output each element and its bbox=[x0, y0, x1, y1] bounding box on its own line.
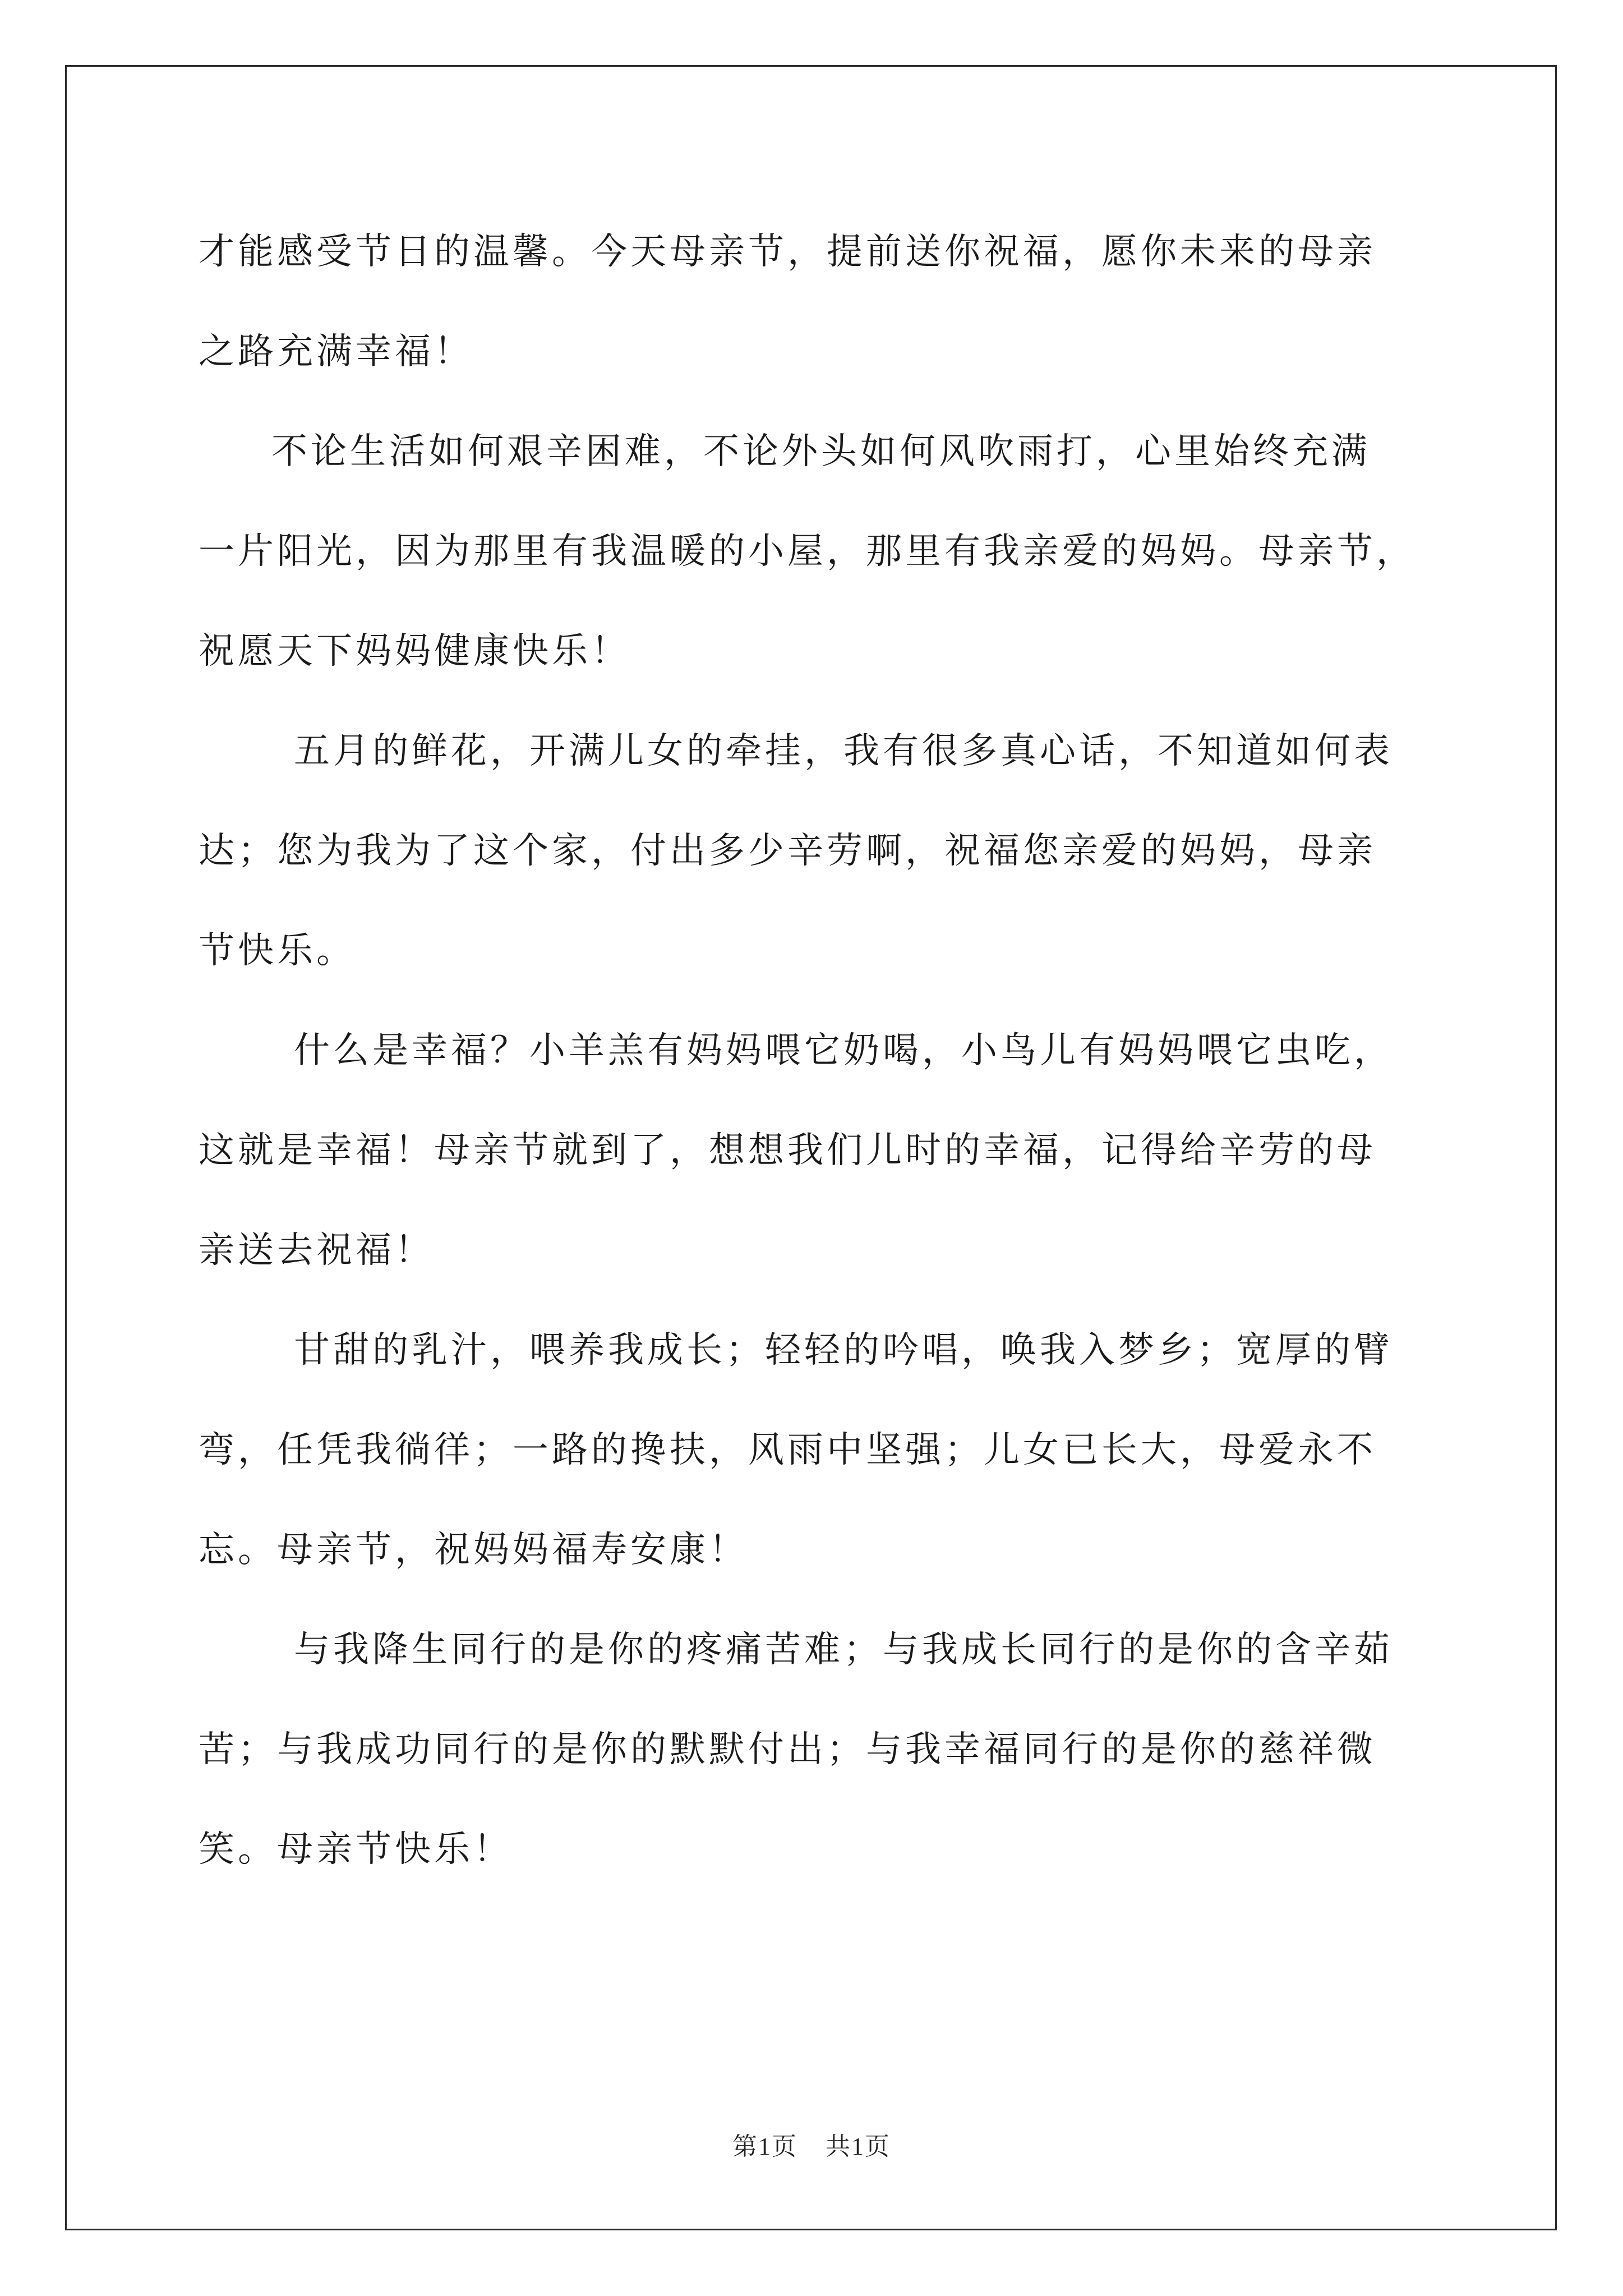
paragraph-start-line: 与我降生同行的是你的疼痛苦难；与我成长同行的是你的含辛茹 bbox=[294, 1629, 1393, 1671]
text-line: 达；您为我为了这个家，付出多少辛劳啊，祝福您亲爱的妈妈，母亲 bbox=[199, 830, 1376, 872]
text-line: 苦；与我成功同行的是你的默默付出；与我幸福同行的是你的慈祥微 bbox=[199, 1729, 1376, 1770]
text-line: 这就是幸福！母亲节就到了，想想我们儿时的幸福，记得给辛劳的母 bbox=[199, 1130, 1376, 1171]
page-footer bbox=[0, 2126, 1623, 2162]
text-line: 笑。母亲节快乐！ bbox=[199, 1829, 513, 1870]
document-body bbox=[199, 210, 1430, 1907]
page-total: 共1页 bbox=[826, 2133, 891, 2160]
paragraph-start-line: 不论生活如何艰辛困难，不论外头如何风吹雨打，心里始终充满 bbox=[271, 431, 1371, 472]
text-line: 一片阳光，因为那里有我温暖的小屋，那里有我亲爱的妈妈。母亲节， bbox=[199, 531, 1415, 572]
paragraph-start-line: 五月的鲜花，开满儿女的牵挂，我有很多真心话，不知道如何表 bbox=[294, 730, 1393, 772]
paragraph-start-line: 什么是幸福？小羊羔有妈妈喂它奶喝，小鸟儿有妈妈喂它虫吃， bbox=[294, 1030, 1393, 1071]
text-line: 亲送去祝福！ bbox=[199, 1230, 434, 1271]
text-line: 才能感受节日的温馨。今天母亲节，提前送你祝福，愿你未来的母亲 bbox=[199, 231, 1376, 273]
paragraph-start-line: 甘甜的乳汁，喂养我成长；轻轻的吟唱，唤我入梦乡；宽厚的臂 bbox=[294, 1329, 1393, 1371]
text-line: 祝愿天下妈妈健康快乐！ bbox=[199, 631, 630, 672]
text-line: 之路充满幸福！ bbox=[199, 331, 473, 372]
text-line: 忘。母亲节，祝妈妈福寿安康！ bbox=[199, 1529, 748, 1571]
page-number: 第1页 bbox=[732, 2133, 797, 2160]
text-line: 节快乐。 bbox=[199, 930, 356, 972]
text-line: 弯，任凭我徜徉；一路的搀扶，风雨中坚强；儿女已长大，母爱永不 bbox=[199, 1429, 1376, 1471]
